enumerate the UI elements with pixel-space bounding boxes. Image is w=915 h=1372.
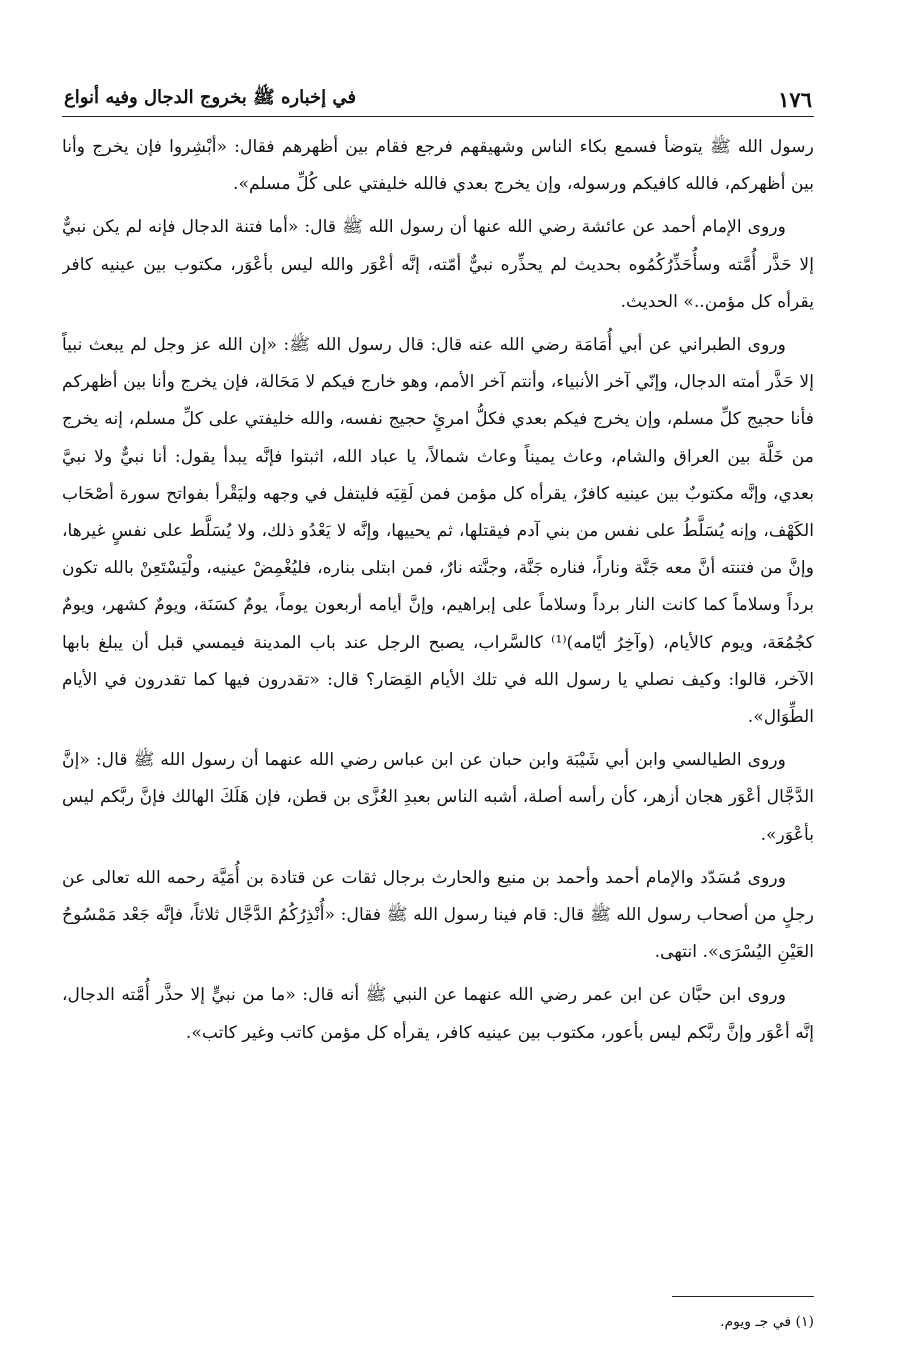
running-title: في إخباره ﷺ بخروج الدجال وفيه أنواع [64,87,357,108]
paragraph-ibn-hibban-hadith: وروى ابن حبَّان عن ابن عمر رضي الله عنهما عن النبي ﷺ أنه قال: «ما من نبيٍّ إلا حذَّر أُمَّته الدجال، إنَّه أعْوَر وإنَّ ربَّكم ليس بأعور، مكتوب بين عينيه كافر، يقرأه كل مؤمن كاتب وغير كاتب». [62,985,814,1043]
footnote: (١) في جـ ويوم. [720,1314,814,1330]
paragraph-aisha-hadith: وروى الإمام أحمد عن عائشة رضي الله عنها أن رسول الله ﷺ قال: «أما فتنة الدجال فإنه لم يكن نبيٌّ إلا حَذَّر أُمَّته وسأُحَذِّرُكُمُوه بحديث لم يحذِّره نبيٌّ أمّته، إنَّه أعْوَر والله ليس بأعْوَر، مكتوب بين عينيه كافر يقرأه كل مؤمن..» الحديث. [62,217,814,312]
paragraph-musaddad-hadith: وروى مُسَدّد والإمام أحمد وأحمد بن منيع والحارث برجال ثقات عن قتادة بن أُمَيَّة رحمه الله تعالى عن رجلٍ من أصحاب رسول الله ﷺ قال: قام فينا رسول الله ﷺ فقال: «أُنْذِرُكُمُ الدَّجَّال ثلاثاً، فإنَّه جَعْد مَمْسُوحُ العَيْنِ اليُسْرَى». انتهى. [62,867,814,963]
page-body [62,129,814,1052]
paragraph-tabarani-hadith: وروى الطبراني عن أبي أُمَامَة رضي الله عنه قال: قال رسول الله ﷺ: «إن الله عز وجل لم يبعث نبياً إلا حَذَّر أمته الدجال، وإنّي آخر الأنبياء، وأنتم آخر الأمم، وهو خارج فيكم لا مَحَالة، فإن يخرج وأنا بين أظهركم فأنا حجيج كلِّ مسلم، وإن يخرج فيكم بعدي فكلُّ امرئٍ حجيج نفسه، والله خليفتي على كلِّ مسلم، إنه يخرج من خَلَّة بين العراق والشام، وعاث يميناً وعاث شمالاً، يا عباد الله، اثبتوا فإنَّه يبدأ يقول: أنا نبيٌّ ولا نبيَّ بعدي، وإنَّه مكتوبٌ بين عينيه كافرٌ، يقرأه كل مؤمن فمن لَقِيَه فليتفل في وجهه وليَقْرأ بفواتح سورة أصْحَاب الكَهْف، وإنه يُسَلَّطُ على نفس من بني آدم فيقتلها، ثم يحييها، وإنَّه لا يَعْدُو ذلك، ولا يُسَلَّط على نفسٍ غيرها، وإنَّ من فتنته أنَّ معه جَنَّة وناراً، فناره جَنَّة، وجنَّته نارٌ، فمن ابتلى بناره، فليُغْمِضْ عينيه، ولْيَسْتَعِنْ بالله تكون برداً وسلاماً كما كانت النار برداً وسلاماً على إبراهيم، وإنَّ أيامه أربعون يوماً، يومٌ كسَنَة، ويومٌ كشهر، ويومٌ كجُمُعَة، ويوم كالأيام، (وآخِرُ أيّامه)⁽¹⁾ كالسَّراب، يصبح الرجل عند باب المدينة فيمسي قبل أن يبلغ بابها الآخر، قالوا: وكيف نصلي يا رسول الله في تلك الأيام القِصَار؟ قال: «تقدرون فيها كما تقدرون في الأيام الطِّوَال». [62,335,814,728]
paragraph-tayalisi-hadith: وروى الطيالسي وابن أبي شَيْبَة وابن حبان عن ابن عباس رضي الله عنهما أن رسول الله ﷺ قال: «إنَّ الدَّجَّال أعْوَر هجان أزهر، كأن رأسه أصلة، أشبه الناس بعبدِ العُزَّى بن قطن، فإن هَلَكَ الهالك فإنَّ ربَّكم ليس بأعْوَر». [62,750,814,845]
book-page [62,78,814,1348]
page-header [62,78,814,117]
footnote-divider [672,1296,814,1297]
paragraph-continued: رسول الله ﷺ يتوضأ فسمع بكاء الناس وشهيقهم فرجع فقام بين أظهرهم فقال: «أبْشِروا فإن يخرج وأنا بين أظهركم، فالله كافيكم ورسوله، وإن يخرج بعدي فالله خليفتي على كُلِّ مسلم». [62,137,814,195]
page-number: ١٧٦ [778,87,812,112]
